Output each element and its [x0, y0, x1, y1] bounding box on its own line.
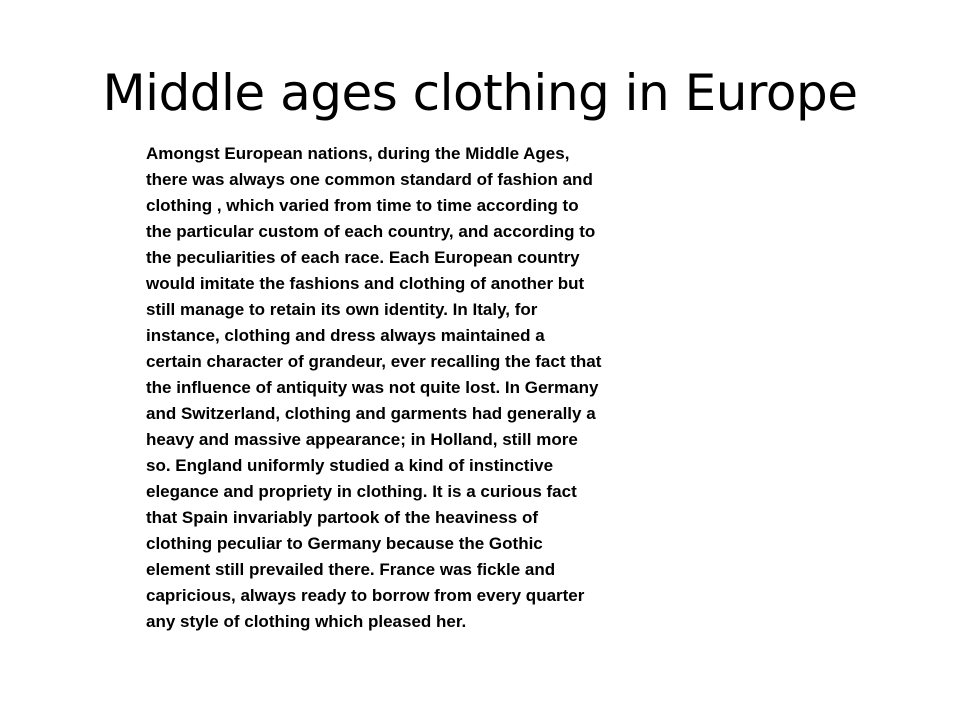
body-line: clothing , which varied from time to time according to: [146, 196, 579, 215]
body-line: certain character of grandeur, ever recalling the fact that: [146, 352, 602, 371]
body-line: Amongst European nations, during the Middle Ages,: [146, 144, 570, 163]
body-line: element still prevailed there. France was fickle and: [146, 560, 556, 579]
body-line: so. England uniformly studied a kind of instinctive: [146, 456, 554, 475]
slide-body-text: [146, 141, 736, 635]
body-line: there was always one common standard of fashion and: [146, 170, 593, 189]
body-line: any style of clothing which pleased her.: [146, 612, 467, 631]
body-line: still manage to retain its own identity. In Italy, for: [146, 300, 538, 319]
body-line: elegance and propriety in clothing. It is a curious fact: [146, 482, 577, 501]
body-line: that Spain invariably partook of the heaviness of: [146, 508, 539, 527]
body-line: the influence of antiquity was not quite lost. In Germany: [146, 378, 599, 397]
body-line: the peculiarities of each race. Each European country: [146, 248, 580, 267]
slide-title: Middle ages clothing in Europe: [102, 64, 858, 122]
body-line: and Switzerland, clothing and garments had generally a: [146, 404, 596, 423]
body-line: the particular custom of each country, and according to: [146, 222, 596, 241]
body-line: instance, clothing and dress always maintained a: [146, 326, 545, 345]
body-line: capricious, always ready to borrow from every quarter: [146, 586, 585, 605]
body-line: clothing peculiar to Germany because the Gothic: [146, 534, 543, 553]
body-line: heavy and massive appearance; in Holland, still more: [146, 430, 578, 449]
body-line: would imitate the fashions and clothing of another but: [146, 274, 585, 293]
